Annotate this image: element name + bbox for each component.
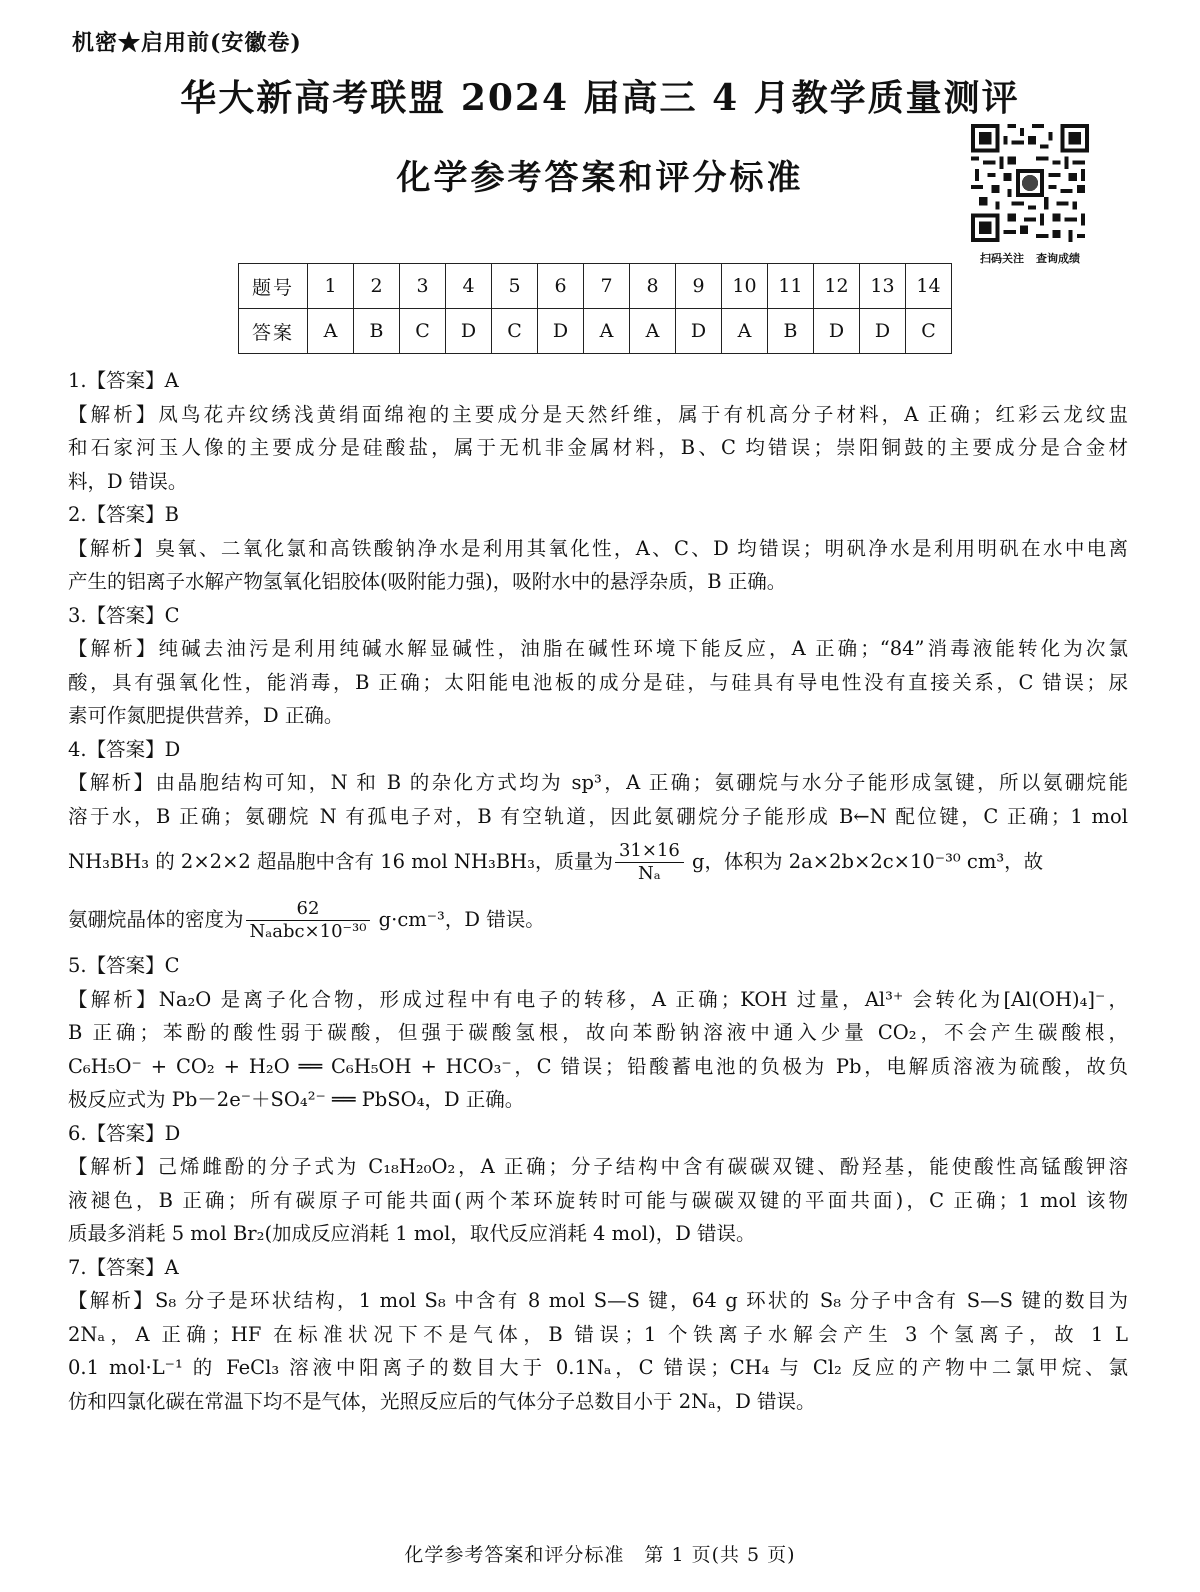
explanation-line: 2Nₐ，A 正确；HF 在标准状况下不是气体，B 错误；1 个铁离子水解会产生 3 个氢离子，故 1 L [68,1322,1128,1346]
answer-heading: 2.【答案】B [68,503,179,526]
answer-cell: C [492,309,538,354]
density-unit-text: g·cm⁻³，D 错误。 [372,908,545,931]
explanation-line: 【解析】S₈ 分子是环状结构，1 mol S₈ 中含有 8 mol S—S 键，64 g 环状的 S₈ 分子中含有 S—S 键的数目为 [68,1289,1128,1312]
explanation-line-mass [68,833,1128,891]
row-label-number: 题号 [239,264,308,309]
page-subtitle: 化学参考答案和评分标准 [396,158,804,198]
volume-text: g，体积为 2a×2b×2c×10⁻³⁰ cm³，故 [685,850,1044,873]
explanation-line: 仿和四氯化碳在常温下均不是气体，光照反应后的气体分子总数目小于 2Nₐ，D 错误。 [68,1389,816,1413]
answer-cell: D [446,309,492,354]
page-title: 华大新高考联盟 2024 届高三 4 月教学质量测评 [180,77,1020,119]
answer-cell: C [906,309,952,354]
density-text: 氨硼烷晶体的密度为 [68,908,244,931]
explanation-line: 和石家河玉人像的主要成分是硅酸盐，属于无机非金属材料，B、C 均错误；崇阳铜鼓的主要成分是合金材 [68,436,1128,459]
question-number: 10 [722,264,768,309]
qr-code-icon [971,124,1089,242]
qr-caption-follow: 扫码关注 [980,252,1024,265]
explanation-line: 极反应式为 Pb－2e⁻＋SO₄²⁻ ══ PbSO₄，D 正确。 [68,1088,525,1111]
question-number: 9 [676,264,722,309]
explanation-line: 【解析】臭氧、二氧化氯和高铁酸钠净水是利用其氧化性，A、C、D 均错误；明矾净水是利用明矾在水中电离 [68,536,1128,560]
mass-fraction-numerator: 31×16 [615,840,684,863]
answer-heading: 6.【答案】D [68,1121,181,1145]
answer-cell: A [584,309,630,354]
answer-cell: A [308,309,354,354]
density-fraction [246,898,371,943]
answer-cell: D [676,309,722,354]
question-number: 1 [308,264,354,309]
answer-heading: 7.【答案】A [68,1255,179,1279]
mass-fraction-denominator: Nₐ [638,863,661,884]
question-number: 4 [446,264,492,309]
explanation-line: 料，D 错误。 [68,469,188,493]
answer-heading: 1.【答案】A [68,369,179,392]
question-4 [68,733,1128,950]
question-number: 8 [630,264,676,309]
answer-heading: 3.【答案】C [68,603,180,627]
explanation-line: 液褪色，B 正确；所有碳原子可能共面(两个苯环旋转时可能与碳碳双键的平面共面)，C 正确；1 mol 该物 [68,1188,1128,1212]
answer-cell: B [354,309,400,354]
question-2 [68,498,1128,599]
answer-cell: A [630,309,676,354]
explanation [68,983,1128,1117]
explanation-line: C₆H₅O⁻ + CO₂ + H₂O ══ C₆H₅OH + HCO₃⁻，C 错误；铅酸蓄电池的负极为 Pb，电解质溶液为硫酸，故负 [68,1054,1128,1078]
question-number: 13 [860,264,906,309]
question-6 [68,1117,1128,1251]
answer-heading: 5.【答案】C [68,954,180,977]
mass-fraction [615,840,684,885]
answer-cell: D [860,309,906,354]
qr-caption [966,250,1094,266]
explanation-line: 【解析】纯碱去油污是利用纯碱水解显碱性，油脂在碱性环境下能反应，A 正确；“84”消毒液能转化为次氯 [68,637,1128,660]
question-1 [68,364,1128,498]
explanation [68,398,1128,499]
question-number: 11 [768,264,814,309]
question-5 [68,949,1128,1117]
explanation-line: 0.1 mol·L⁻¹ 的 FeCl₃ 溶液中阳离子的数目大于 0.1Nₐ，C 错误；CH₄ 与 Cl₂ 反应的产物中二氯甲烷、氯 [68,1356,1128,1379]
answer-cell: A [722,309,768,354]
confidential-label: 机密★启用前(安徽卷) [72,30,302,56]
explanation-line: 【解析】Na₂O 是离子化合物，形成过程中有电子的转移，A 正确；KOH 过量，Al³⁺ 会转化为[Al(OH)₄]⁻， [68,987,1128,1011]
explanation-line: 质最多消耗 5 mol Br₂(加成反应消耗 1 mol，取代反应消耗 4 mol)，D 错误。 [68,1222,756,1245]
mass-text: NH₃BH₃ 的 2×2×2 超晶胞中含有 16 mol NH₃BH₃，质量为 [68,850,613,873]
density-fraction-numerator: 62 [246,898,371,921]
question-number: 3 [400,264,446,309]
explanation-line: 溶于水，B 正确；氨硼烷 N 有孤电子对，B 有空轨道，因此氨硼烷分子能形成 B←N 配位键，C 正确；1 mol [68,804,1128,828]
qr-block [966,124,1094,266]
explanation [68,1284,1128,1418]
answer-heading: 4.【答案】D [68,737,181,761]
answer-table [238,263,952,354]
question-number: 7 [584,264,630,309]
question-number: 12 [814,264,860,309]
question-3 [68,599,1128,733]
explanation [68,632,1128,733]
answer-cell: B [768,309,814,354]
explanation-line-density [68,891,1128,949]
explanation [68,766,1128,949]
explanation-line: 【解析】由晶胞结构可知，N 和 B 的杂化方式均为 sp³，A 正确；氨硼烷与水分子能形成氢键，所以氨硼烷能 [68,771,1128,794]
explanations [68,364,1128,1418]
explanation-line: 【解析】凤鸟花卉纹绣浅黄绢面绵袍的主要成分是天然纤维，属于有机高分子材料，A 正确；红彩云龙纹盅 [68,402,1128,426]
table-row-answers [239,309,952,354]
qr-caption-query: 查询成绩 [1036,252,1080,265]
row-label-answer: 答案 [239,309,308,354]
answer-cell: D [538,309,584,354]
explanation-line: 产生的铝离子水解产物氢氧化铝胶体(吸附能力强)，吸附水中的悬浮杂质，B 正确。 [68,570,787,593]
question-number: 14 [906,264,952,309]
explanation-line: 酸，具有强氧化性，能消毒，B 正确；太阳能电池板的成分是硅，与硅具有导电性没有直接关系，C 错误；尿 [68,670,1128,694]
question-number: 5 [492,264,538,309]
answer-cell: C [400,309,446,354]
page-footer: 化学参考答案和评分标准 第 1 页(共 5 页) [404,1544,796,1566]
explanation-line: 素可作氮肥提供营养，D 正确。 [68,704,344,727]
table-row-numbers [239,264,952,309]
question-7 [68,1251,1128,1419]
answer-cell: D [814,309,860,354]
question-number: 6 [538,264,584,309]
explanation-line: 【解析】己烯雌酚的分子式为 C₁₈H₂₀O₂，A 正确；分子结构中含有碳碳双键、酚羟基，能使酸性高锰酸钾溶 [68,1155,1128,1178]
explanation [68,532,1128,599]
explanation-line: B 正确；苯酚的酸性弱于碳酸，但强于碳酸氢根，故向苯酚钠溶液中通入少量 CO₂，不会产生碳酸根， [68,1021,1128,1044]
density-fraction-denominator: Nₐabc×10⁻³⁰ [249,921,367,942]
question-number: 2 [354,264,400,309]
explanation [68,1150,1128,1251]
